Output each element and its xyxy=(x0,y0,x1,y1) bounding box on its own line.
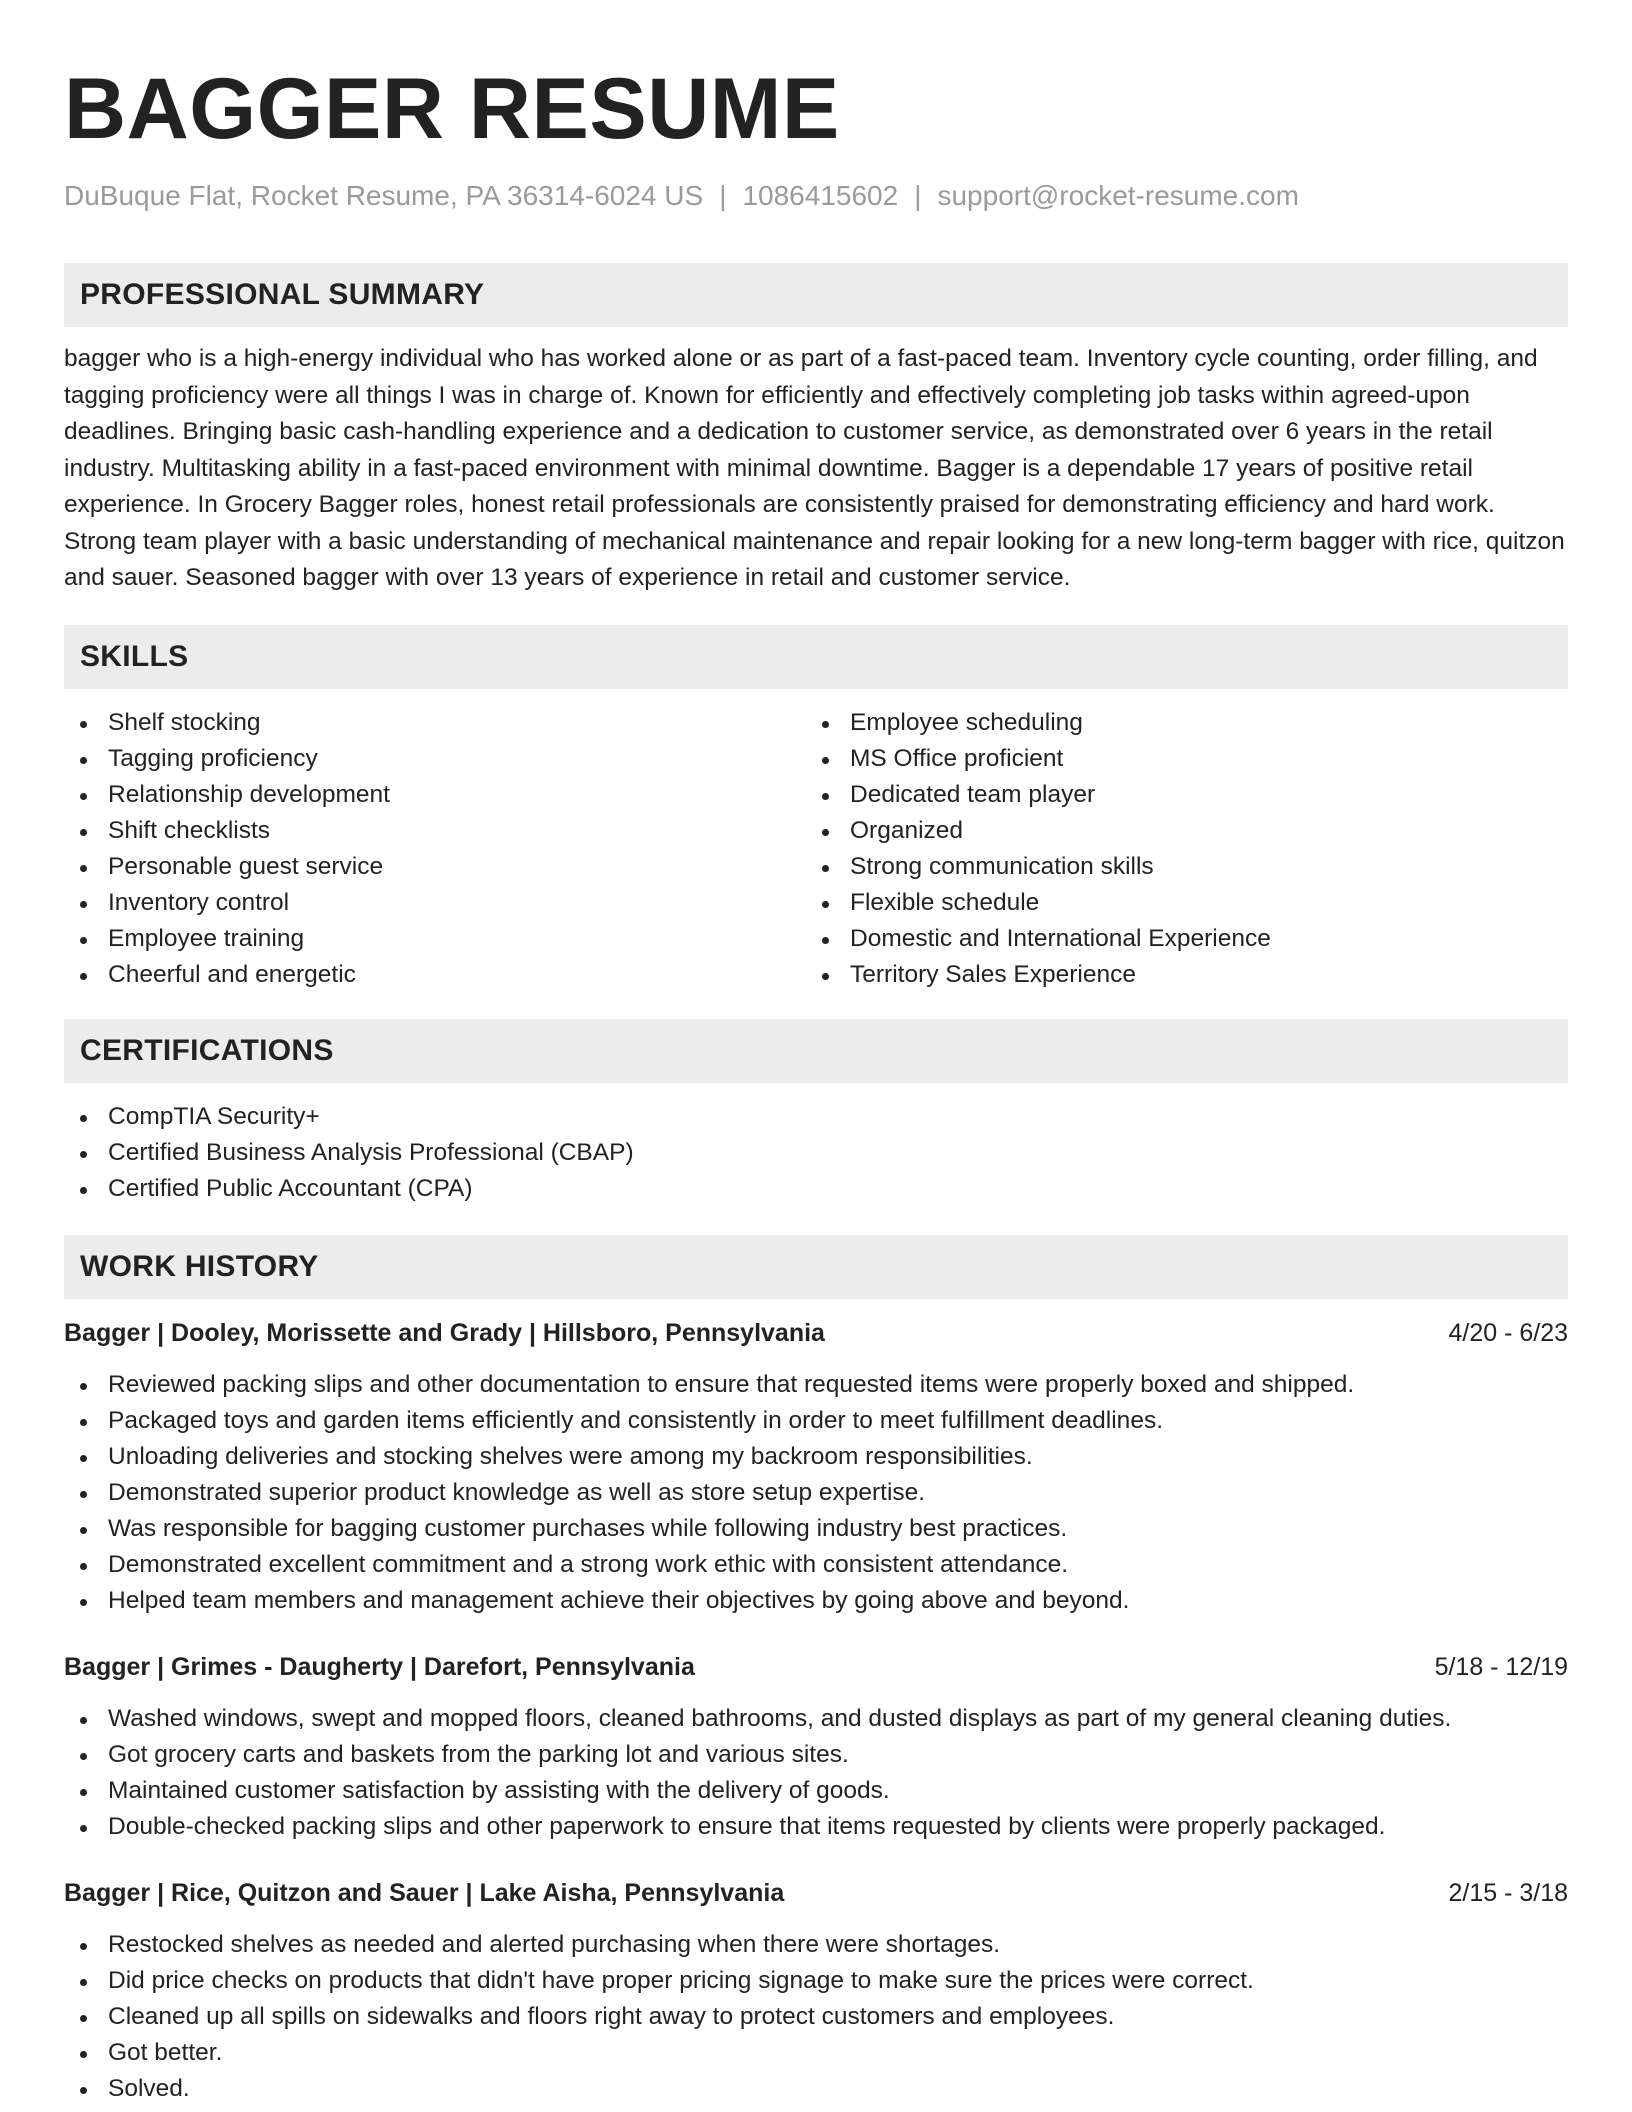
job-duties-list xyxy=(64,1367,1568,1619)
job-title: Bagger | Dooley, Morissette and Grady | Hillsboro, Pennsylvania xyxy=(64,1318,825,1347)
skill-item: Territory Sales Experience xyxy=(806,957,1548,993)
job-header xyxy=(64,1649,1568,1685)
certification-item: CompTIA Security+ xyxy=(64,1099,1568,1135)
job-entry xyxy=(64,1315,1568,1619)
skills-column-left xyxy=(64,705,806,993)
phone: 1086415602 xyxy=(742,180,899,211)
skill-item: Cheerful and energetic xyxy=(64,957,806,993)
job-duty-item: Maintained customer satisfaction by assisting with the delivery of goods. xyxy=(64,1773,1568,1809)
job-header xyxy=(64,1875,1568,1911)
skill-item: Shift checklists xyxy=(64,813,806,849)
skill-item: Personable guest service xyxy=(64,849,806,885)
email-link[interactable]: support@rocket-resume.com xyxy=(937,180,1299,211)
job-duties-list xyxy=(64,1927,1568,2107)
job-entry xyxy=(64,1875,1568,2107)
skills-section-header: SKILLS xyxy=(64,625,1568,689)
job-duty-item: Packaged toys and garden items efficiently and consistently in order to meet fulfillment deadlines. xyxy=(64,1403,1568,1439)
job-duty-item: Cleaned up all spills on sidewalks and floors right away to protect customers and employees. xyxy=(64,1999,1568,2035)
separator: | xyxy=(914,180,922,211)
skill-item: Employee scheduling xyxy=(806,705,1548,741)
job-duty-item: Double-checked packing slips and other paperwork to ensure that items requested by clients were properly packaged. xyxy=(64,1809,1568,1845)
certifications-section-header: CERTIFICATIONS xyxy=(64,1019,1568,1083)
job-duty-item: Solved. xyxy=(64,2071,1568,2107)
skill-item: Inventory control xyxy=(64,885,806,921)
work-history-section-header: WORK HISTORY xyxy=(64,1235,1568,1299)
skills-column-right xyxy=(806,705,1548,993)
job-duty-item: Did price checks on products that didn't have proper pricing signage to make sure the prices were correct. xyxy=(64,1963,1568,1999)
job-dates: 4/20 - 6/23 xyxy=(1448,1318,1568,1347)
skill-item: Dedicated team player xyxy=(806,777,1548,813)
job-title: Bagger | Rice, Quitzon and Sauer | Lake Aisha, Pennsylvania xyxy=(64,1878,785,1907)
summary-section-header: PROFESSIONAL SUMMARY xyxy=(64,263,1568,327)
skill-item: Employee training xyxy=(64,921,806,957)
certification-item: Certified Business Analysis Professional (CBAP) xyxy=(64,1135,1568,1171)
job-dates: 2/15 - 3/18 xyxy=(1448,1878,1568,1907)
job-duty-item: Helped team members and management achieve their objectives by going above and beyond. xyxy=(64,1583,1568,1619)
certifications-list xyxy=(64,1099,1568,1207)
skill-item: Tagging proficiency xyxy=(64,741,806,777)
job-duty-item: Reviewed packing slips and other documentation to ensure that requested items were properly boxed and shipped. xyxy=(64,1367,1568,1403)
job-duty-item: Was responsible for bagging customer purchases while following industry best practices. xyxy=(64,1511,1568,1547)
contact-line xyxy=(64,180,1568,212)
job-duty-item: Got better. xyxy=(64,2035,1568,2071)
job-entry xyxy=(64,1649,1568,1845)
job-dates: 5/18 - 12/19 xyxy=(1434,1652,1568,1681)
job-title: Bagger | Grimes - Daugherty | Darefort, Pennsylvania xyxy=(64,1652,695,1681)
job-duty-item: Washed windows, swept and mopped floors, cleaned bathrooms, and dusted displays as part of my general cleaning duties. xyxy=(64,1701,1568,1737)
address: DuBuque Flat, Rocket Resume, PA 36314-6024 US xyxy=(64,180,704,211)
skill-item: Shelf stocking xyxy=(64,705,806,741)
summary-text: bagger who is a high-energy individual who has worked alone or as part of a fast-paced team. Inventory cycle counting, order filling, and tagging proficiency were all things I was in charge of. Known for efficiently and effectively completing job tasks within agreed-upon deadlines. Bringing basic cash-handling experience and a dedication to customer service, as demonstrated over 6 years in the retail industry. Multitasking ability in a fast-paced environment with minimal downtime. Bagger is a dependable 17 years of positive retail experience. In Grocery Bagger roles, honest retail professionals are consistently praised for demonstrating efficiency and hard work. Strong team player with a basic understanding of mechanical maintenance and repair looking for a new long-term bagger with rice, quitzon and sauer. Seasoned bagger with over 13 years of experience in retail and customer service. xyxy=(64,345,1565,591)
skill-item: Strong communication skills xyxy=(806,849,1548,885)
skills-grid xyxy=(64,705,1568,993)
job-duty-item: Got grocery carts and baskets from the parking lot and various sites. xyxy=(64,1737,1568,1773)
job-header xyxy=(64,1315,1568,1351)
separator: | xyxy=(719,180,727,211)
resume-title: BAGGER RESUME xyxy=(64,61,840,157)
skill-item: MS Office proficient xyxy=(806,741,1548,777)
skill-item: Organized xyxy=(806,813,1548,849)
job-duties-list xyxy=(64,1701,1568,1845)
skill-item: Domestic and International Experience xyxy=(806,921,1548,957)
skill-item: Flexible schedule xyxy=(806,885,1548,921)
job-duty-item: Unloading deliveries and stocking shelves were among my backroom responsibilities. xyxy=(64,1439,1568,1475)
certification-item: Certified Public Accountant (CPA) xyxy=(64,1171,1568,1207)
job-duty-item: Demonstrated superior product knowledge as well as store setup expertise. xyxy=(64,1475,1568,1511)
skill-item: Relationship development xyxy=(64,777,806,813)
job-duty-item: Demonstrated excellent commitment and a strong work ethic with consistent attendance. xyxy=(64,1547,1568,1583)
job-duty-item: Restocked shelves as needed and alerted purchasing when there were shortages. xyxy=(64,1927,1568,1963)
